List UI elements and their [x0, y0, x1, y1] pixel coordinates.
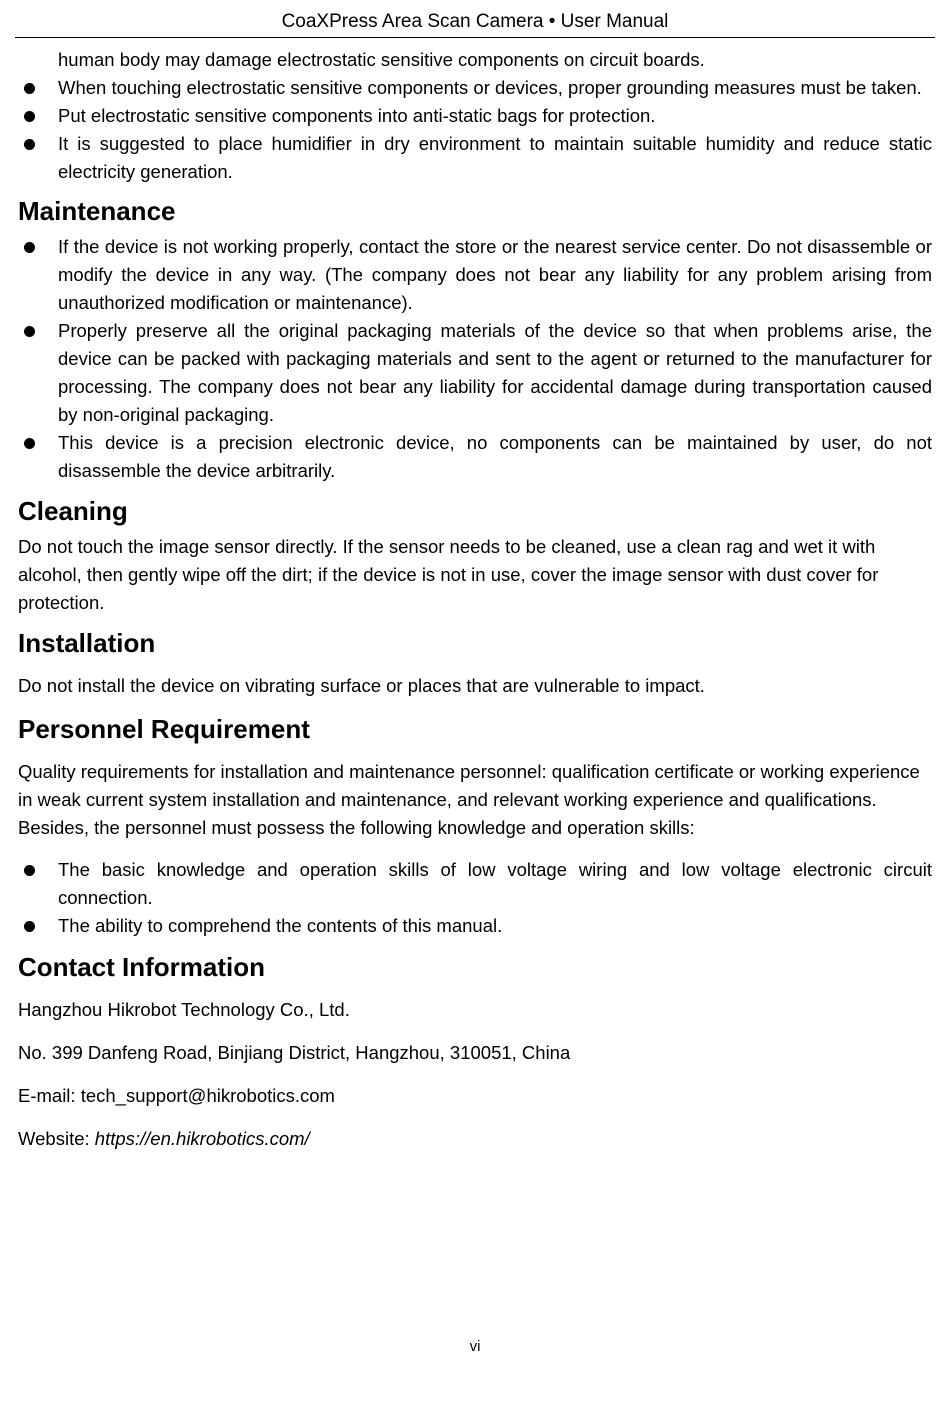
spacer [18, 842, 932, 856]
cleaning-heading: Cleaning [18, 496, 128, 526]
page-header [15, 8, 935, 38]
maintenance-bullet-list [18, 233, 932, 485]
bullet-icon [24, 242, 35, 253]
list-item: This device is a precision electronic device, no components can be maintained by user, do not disassemble the device arbitrarily. [18, 429, 932, 485]
list-item: The basic knowledge and operation skills of low voltage wiring and low voltage electronic circuit connection. [18, 856, 932, 912]
bullet-icon [24, 438, 35, 449]
email-link[interactable]: tech_support@hikrobotics.com [80, 1085, 335, 1106]
contact-company: Hangzhou Hikrobot Technology Co., Ltd. [18, 999, 350, 1020]
contact-address: No. 399 Danfeng Road, Binjiang District, Hangzhou, 310051, China [18, 1042, 571, 1063]
list-item: The ability to comprehend the contents of this manual. [18, 912, 932, 940]
page-number: vi [469, 1338, 481, 1355]
list-item: Put electrostatic sensitive components into anti-static bags for protection. [18, 102, 932, 130]
email-label: E-mail: [18, 1085, 76, 1106]
bullet-icon [24, 326, 35, 337]
contact-website-line [18, 1125, 932, 1153]
list-item-continuation: human body may damage electrostatic sensitive components on circuit boards. [58, 49, 705, 70]
intro-bullet-list [18, 46, 932, 186]
page-content [18, 46, 932, 1168]
personnel-text: Quality requirements for installation and maintenance personnel: qualification certificate or working experience in weak current system installation and maintenance, and relevant working experience and qualifications. Besides, the personnel must possess the following knowledge and operation skills: [18, 761, 920, 838]
bullet-icon [24, 865, 35, 876]
list-item: When touching electrostatic sensitive components or devices, proper grounding measures must be taken. [18, 74, 932, 102]
contact-email-line [18, 1082, 932, 1110]
bullet-icon [24, 921, 35, 932]
maintenance-heading: Maintenance [18, 196, 176, 226]
bullet-icon [24, 111, 35, 122]
list-item: If the device is not working properly, contact the store or the nearest service center. Do not disassemble or modify the device in any way. (The company does not bear any liability for any problem arising from unauthorized modification or maintenance). [18, 233, 932, 317]
personnel-heading: Personnel Requirement [18, 714, 310, 744]
list-item: It is suggested to place humidifier in dry environment to maintain suitable humidity and reduce static electricity generation. [18, 130, 932, 186]
contact-heading: Contact Information [18, 952, 265, 982]
website-label: Website: [18, 1128, 90, 1149]
bullet-icon [24, 83, 35, 94]
list-item: Properly preserve all the original packaging materials of the device so that when problems arise, the device can be packed with packaging materials and sent to the agent or returned to the manufacturer for processing. The company does not bear any liability for accidental damage during transportation caused by non-original packaging. [18, 317, 932, 429]
header-title: CoaXPress Area Scan Camera • User Manual [281, 11, 669, 32]
cleaning-text: Do not touch the image sensor directly. If the sensor needs to be cleaned, use a clean rag and wet it with alcohol, then gently wipe off the dirt; if the device is not in use, cover the image sensor with dust cover for protection. [18, 536, 879, 613]
installation-heading: Installation [18, 628, 156, 658]
website-link[interactable]: https://en.hikrobotics.com/ [94, 1128, 310, 1149]
installation-text: Do not install the device on vibrating surface or places that are vulnerable to impact. [18, 675, 705, 696]
personnel-bullet-list [18, 856, 932, 940]
bullet-icon [24, 139, 35, 150]
